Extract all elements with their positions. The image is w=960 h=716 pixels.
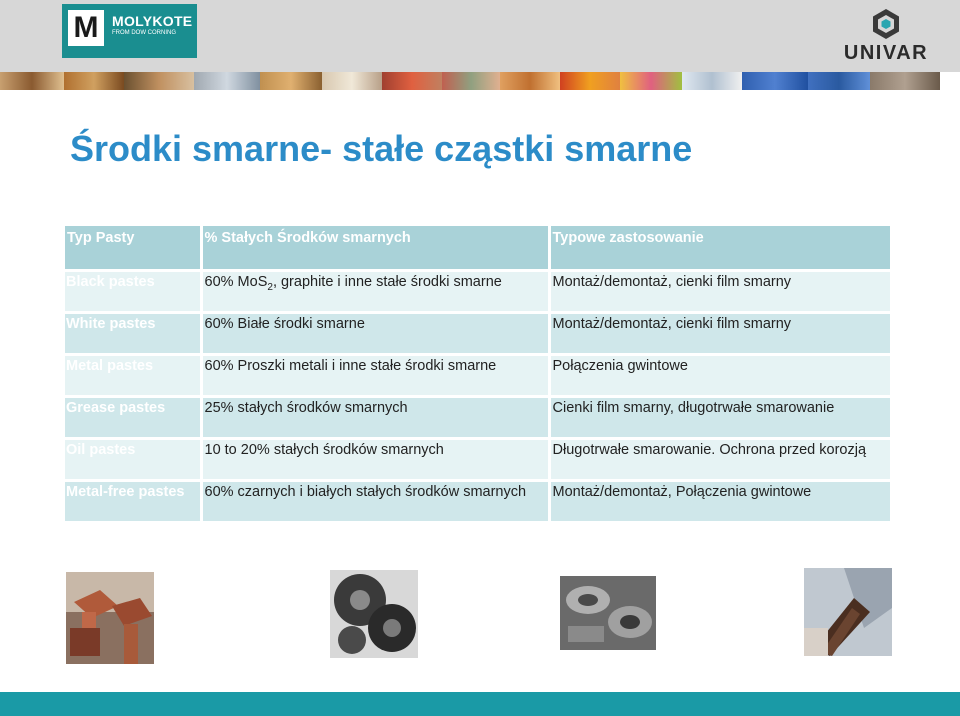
use-cell: Montaż/demontaż, cienki film smarny [549, 270, 891, 312]
footer-band [0, 692, 960, 716]
paste-type-cell: White pastes [65, 312, 201, 354]
molykote-name: MOLYKOTE [112, 13, 193, 29]
molykote-mark: M [68, 10, 104, 46]
paste-type-cell: Grease pastes [65, 396, 201, 438]
table-row [65, 354, 891, 396]
univar-name: UNIVAR [843, 42, 929, 64]
table-row [65, 396, 891, 438]
solids-text-rest: , graphite i inne stałe środki smarne [272, 273, 502, 290]
material-photo-strip [0, 72, 960, 90]
solids-cell: 25% stałych środków smarnych [201, 396, 549, 438]
header-typical-use: Typowe zastosowanie [549, 226, 891, 270]
molykote-logo [62, 4, 197, 58]
table-row [65, 312, 891, 354]
molykote-tagline: FROM DOW CORNING [112, 30, 176, 36]
paste-types-table [65, 226, 893, 524]
solids-cell: 10 to 20% stałych środków smarnych [201, 438, 549, 480]
solids-text: 60% MoS [204, 273, 268, 290]
use-cell: Montaż/demontaż, Połączenia gwintowe [549, 480, 891, 522]
solids-cell [201, 270, 549, 312]
metal-parts-photo [560, 576, 656, 650]
use-cell: Długotrwałe smarowanie. Ochrona przed korozją [549, 438, 891, 480]
use-cell: Montaż/demontaż, cienki film smarny [549, 312, 891, 354]
table-row [65, 270, 891, 312]
header-paste-type: Typ Pasty [65, 226, 201, 270]
solids-cell: 60% Białe środki smarne [201, 312, 549, 354]
header-solids-percent: % Stałych Środków smarnych [201, 226, 549, 270]
solids-cell: 60% czarnych i białych stałych środków smarnych [201, 480, 549, 522]
gears-photo [330, 570, 418, 658]
univar-logo [838, 8, 934, 64]
table-row [65, 480, 891, 522]
use-cell: Połączenia gwintowe [549, 354, 891, 396]
application-photos [0, 568, 960, 668]
paste-type-cell: Metal-free pastes [65, 480, 201, 522]
use-cell: Cienki film smarny, długotrwałe smarowanie [549, 396, 891, 438]
solids-cell: 60% Proszki metali i inne stałe środki smarne [201, 354, 549, 396]
table-header-row [65, 226, 891, 270]
table-row [65, 438, 891, 480]
slide-title: Środki smarne- stałe cząstki smarne [70, 128, 693, 169]
bolts-photo [66, 572, 154, 664]
univar-hexagon-icon [871, 8, 901, 40]
paste-type-cell: Black pastes [65, 270, 201, 312]
brush-screw-photo [804, 568, 892, 656]
paste-type-cell: Oil pastes [65, 438, 201, 480]
solids-subscript: 2 [267, 281, 273, 293]
paste-type-cell: Metal pastes [65, 354, 201, 396]
